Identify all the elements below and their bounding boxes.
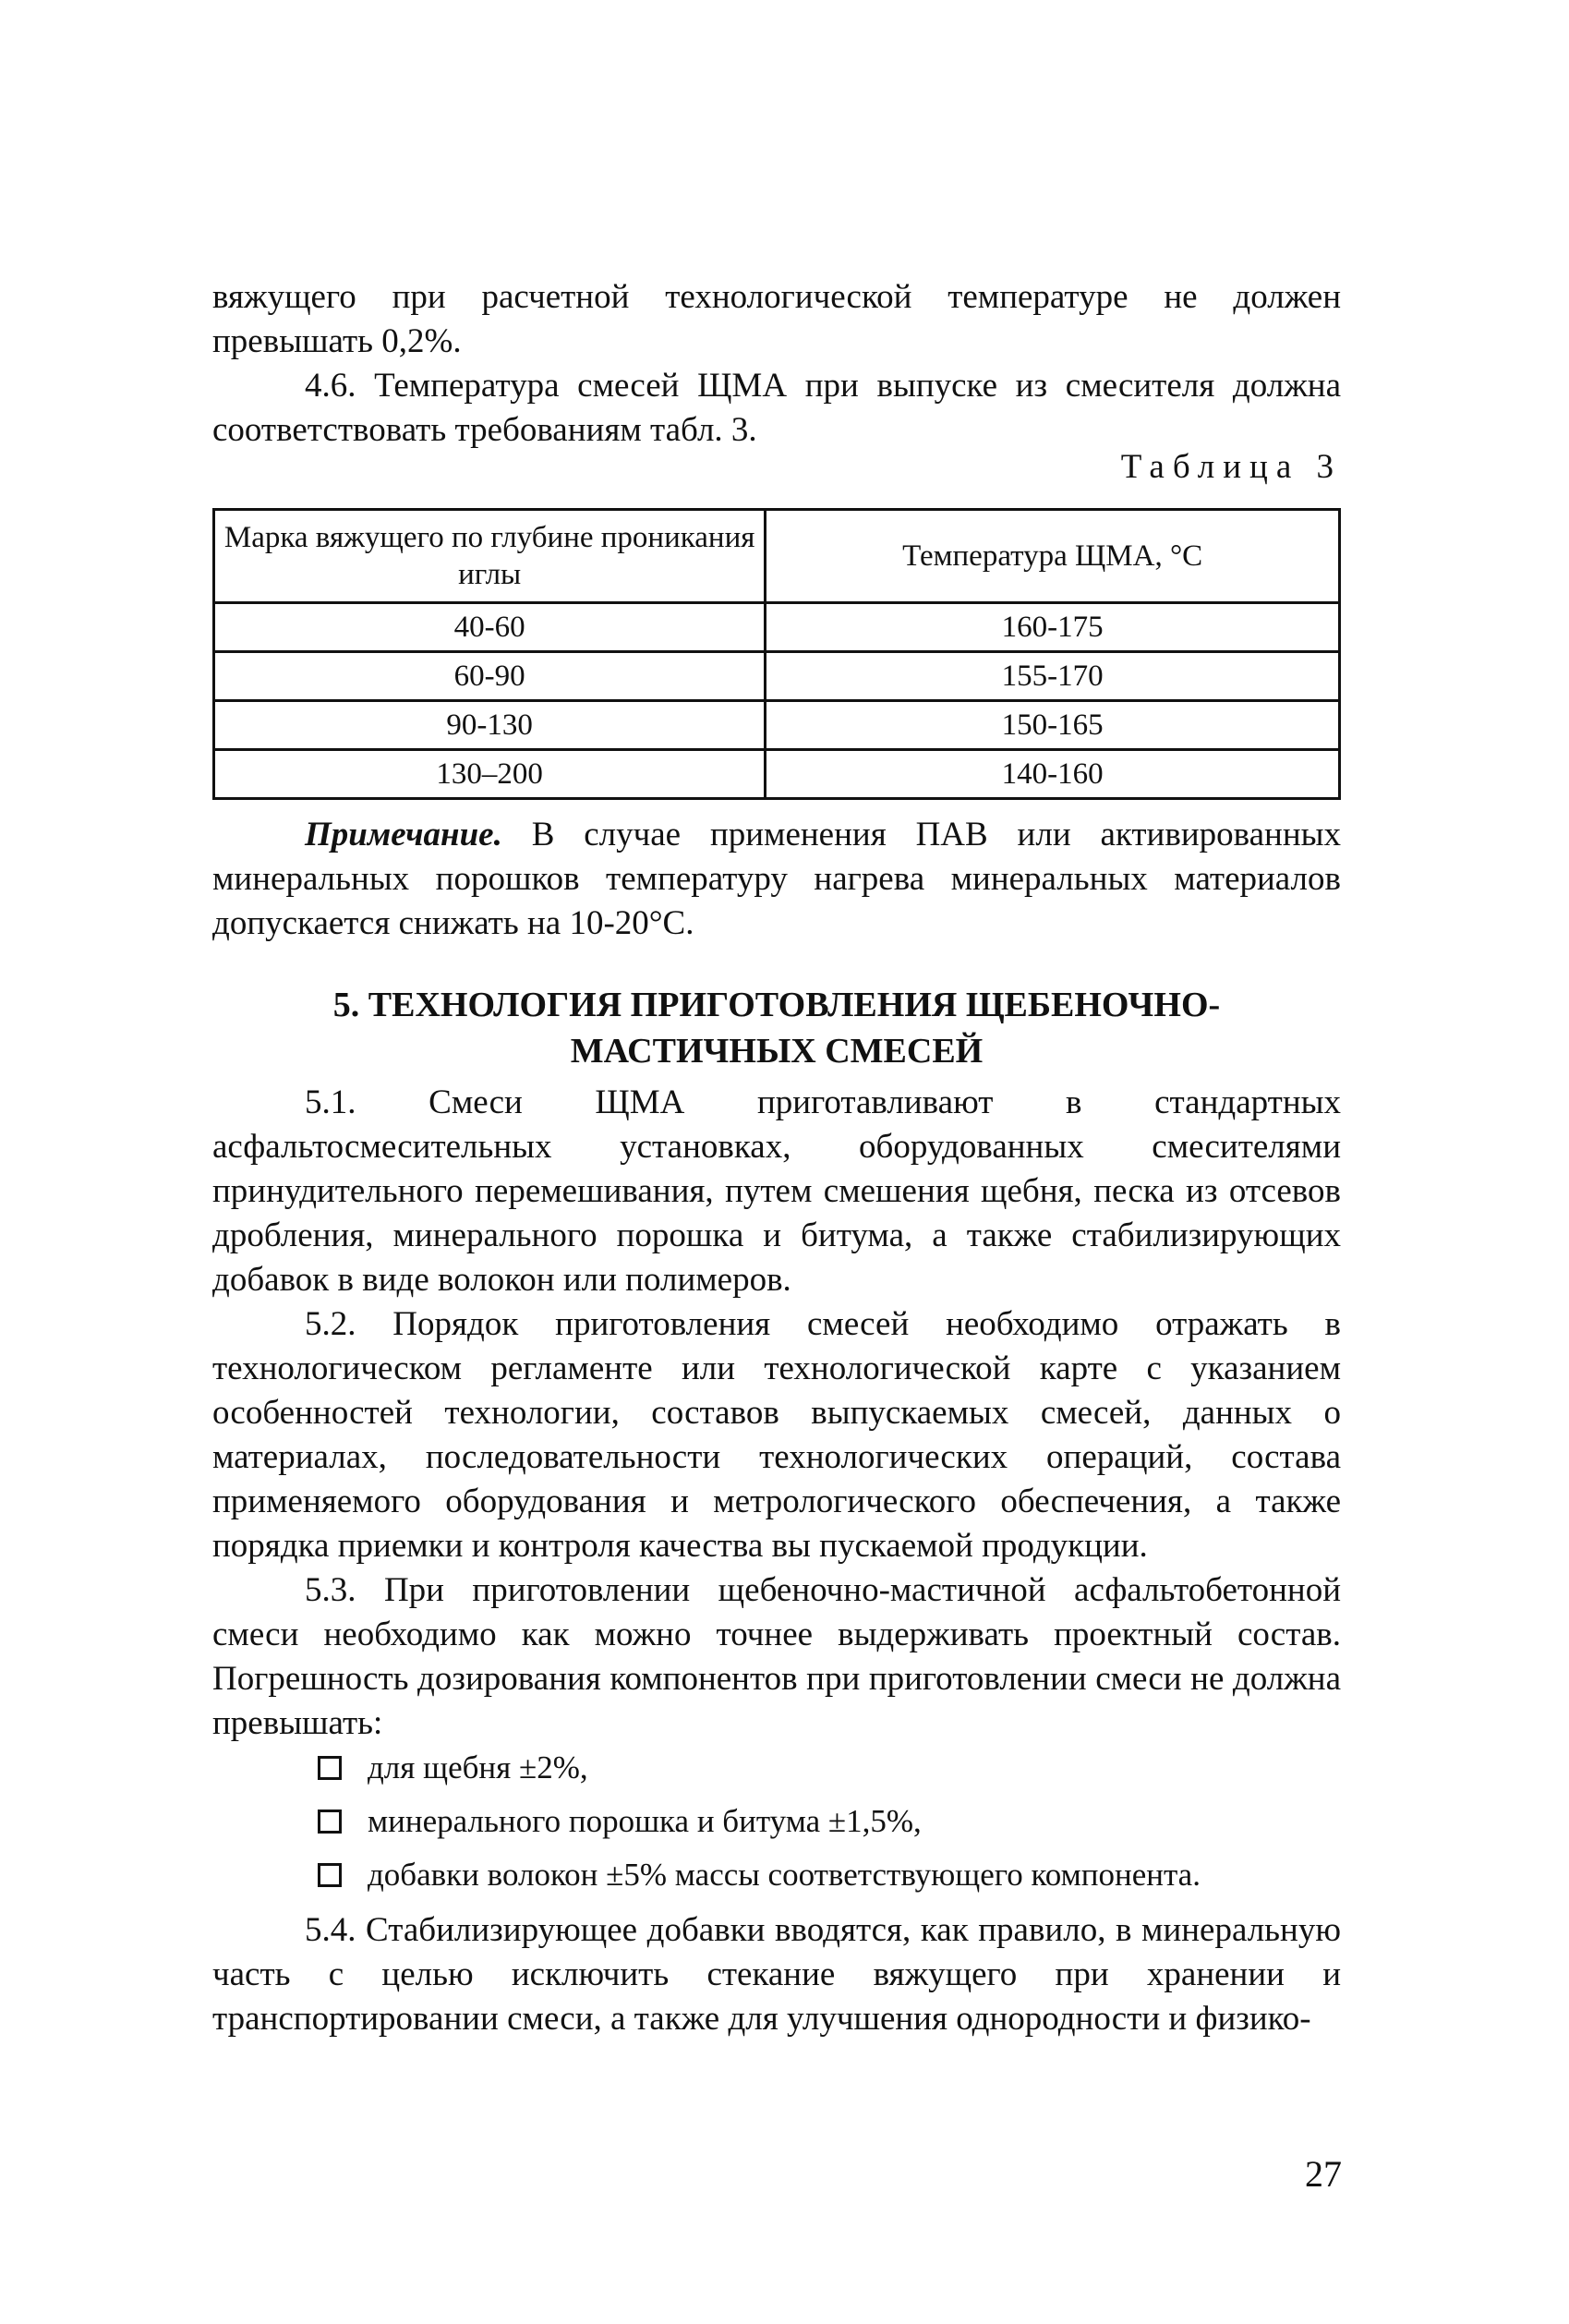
checkbox-icon (318, 1810, 342, 1834)
checkbox-icon (318, 1863, 342, 1887)
table-cell-grade: 130–200 (214, 750, 766, 799)
table-caption: Таблица 3 (1120, 448, 1342, 486)
table-header-grade: Марка вяжущего по глубине проникания иглы (214, 510, 766, 603)
section-heading-line-2: МАСТИЧНЫХ СМЕСЕЙ (570, 1032, 984, 1071)
paragraph-5-1 (212, 1081, 1341, 1302)
list-item-text: добавки волокон ±5% массы соответствующего компонента. (368, 1857, 1201, 1893)
table-row (214, 750, 1340, 799)
temperature-table (212, 508, 1341, 800)
table-note (212, 813, 1341, 946)
list-item (318, 1799, 922, 1844)
paragraph-5-4 (212, 1908, 1341, 2041)
paragraph-5-3-text: 5.3. При приготовлении щебеночно-мастичной асфальтобетонной смеси необходимо как можно точнее выдерживать проектный состав. Погрешность дозирования компонентов при приготовлении смеси не должна превышать: (212, 1571, 1341, 1742)
section-heading (212, 982, 1341, 1074)
paragraph-4-6-text: 4.6. Температура смесей ЩМА при выпуске из смесителя должна соответствовать требованиям табл. 3. (212, 367, 1341, 449)
top-paragraph-text: вяжущего при расчетной технологической температуре не должен превышать 0,2%. (212, 278, 1341, 360)
table-cell-grade: 90-130 (214, 701, 766, 750)
page-number: 27 (1305, 2153, 1342, 2195)
paragraph-5-4-text: 5.4. Стабилизирующее добавки вводятся, как правило, в минеральную часть с целью исключить стекание вяжущего при хранении и транспортировании смеси, а также для улучшения однородности и физико- (212, 1911, 1341, 2038)
table-cell-grade: 40-60 (214, 603, 766, 652)
checkbox-icon (318, 1756, 342, 1780)
table-row (214, 701, 1340, 750)
table-cell-temperature: 155-170 (766, 652, 1340, 701)
section-heading-line-1: 5. ТЕХНОЛОГИЯ ПРИГОТОВЛЕНИЯ ЩЕБЕНОЧНО- (332, 986, 1221, 1024)
list-item (318, 1853, 1201, 1897)
table-row (214, 652, 1340, 701)
paragraph-4-6 (212, 364, 1341, 453)
table-row (214, 603, 1340, 652)
table-cell-temperature: 150-165 (766, 701, 1340, 750)
list-item (318, 1746, 588, 1790)
paragraph-5-2 (212, 1302, 1341, 1568)
paragraph-5-1-text: 5.1. Смеси ЩМА приготавливают в стандартных асфальтосмесительных установках, оборудованных смесителями принудительного перемешивания, путем смешения щебня, песка из отсевов дробления, минерального порошка и битума, а также стабилизирующих добавок в виде волокон или полимеров. (212, 1083, 1341, 1299)
table-header-temperature: Температура ЩМА, °С (766, 510, 1340, 603)
table-header-row (214, 510, 1340, 603)
top-paragraph (212, 275, 1341, 364)
list-item-text: минерального порошка и битума ±1,5%, (368, 1803, 922, 1839)
note-label: Примечание. (305, 816, 502, 853)
list-item-text: для щебня ±2%, (368, 1749, 588, 1785)
paragraph-5-2-text: 5.2. Порядок приготовления смесей необходимо отражать в технологическом регламенте или технологической карте с указанием особенностей технологии, составов выпускаемых смесей, данных о материалах, последовательности технологических операций, состава применяемого оборудования и метрологического обеспечения, а также порядка приемки и контроля качества вы пускаемой продукции. (212, 1305, 1341, 1565)
table-note-text (212, 813, 1341, 946)
paragraph-5-3 (212, 1568, 1341, 1746)
note-body: В случае применения ПАВ или активированных минеральных порошков температуру нагрева минеральных материалов допускается снижать на 10-20°С. (212, 816, 1341, 942)
table-cell-temperature: 160-175 (766, 603, 1340, 652)
table-cell-grade: 60-90 (214, 652, 766, 701)
table-cell-temperature: 140-160 (766, 750, 1340, 799)
